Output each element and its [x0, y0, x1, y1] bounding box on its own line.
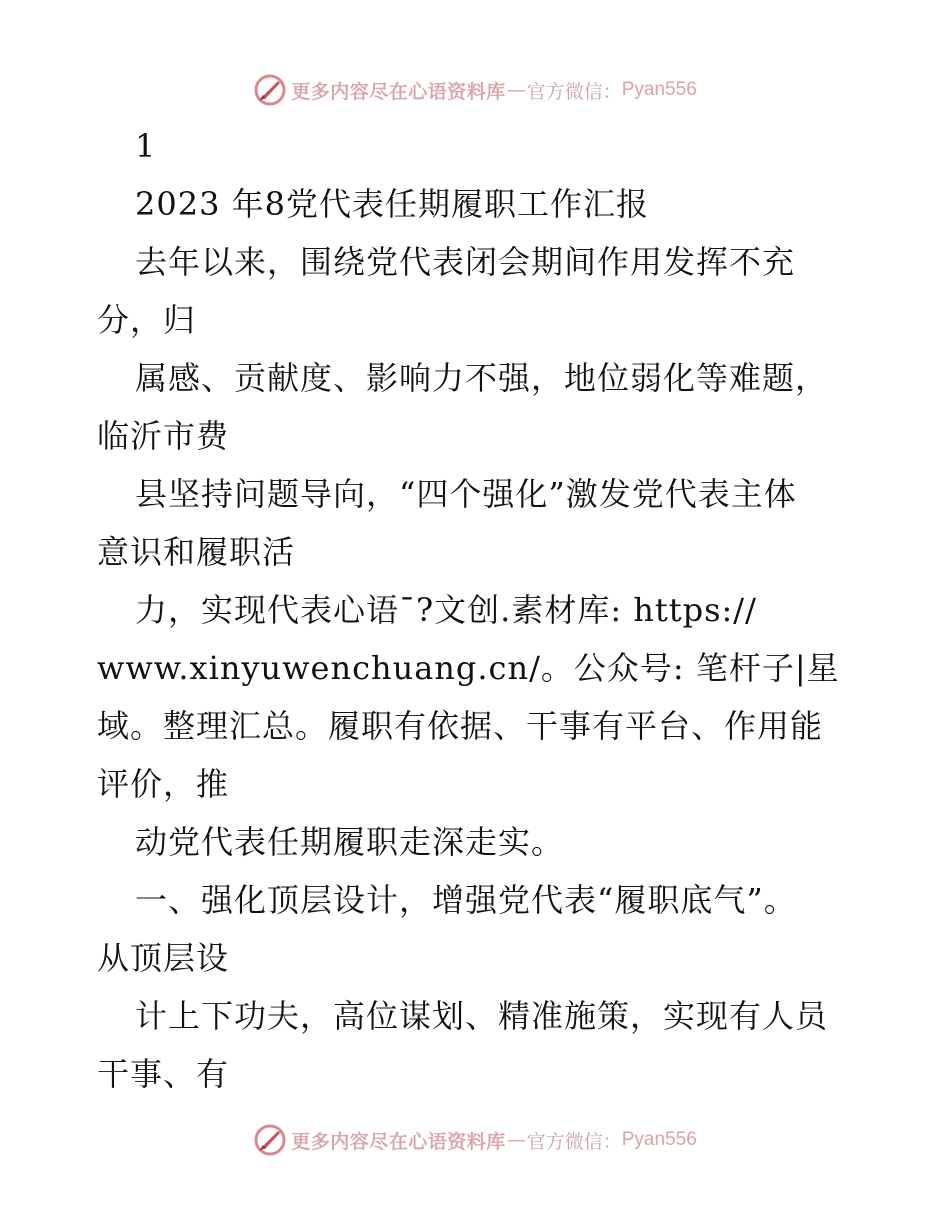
body-line: www.xinyuwenchuang.cn/。公众号: 笔杆子|星 [97, 649, 840, 687]
quill-logo-icon [253, 73, 287, 107]
body-line: 从顶层设 [97, 939, 230, 977]
watermark-wechat-label: 官方微信： [526, 80, 622, 103]
footer-watermark [0, 1120, 950, 1160]
page-number: 1 [135, 127, 157, 165]
header-watermark [0, 70, 950, 110]
body-line: 干事、有 [97, 1055, 230, 1093]
body-line: 动党代表任期履职走深走实。 [135, 823, 565, 861]
body-line: 去年以来，围绕党代表闭会期间作用发挥不充 [135, 243, 796, 281]
body-line: 县坚持问题导向，“四个强化”激发党代表主体 [135, 475, 797, 513]
watermark-separator: — [506, 1129, 526, 1151]
body-line: 评价，推 [97, 765, 230, 803]
body-line: 分，归 [97, 301, 197, 339]
watermark-separator: — [506, 79, 526, 101]
section-heading: 一、强化顶层设计，增强党代表“履职底气”。 [135, 881, 797, 919]
body-line: 意识和履职活 [97, 533, 296, 571]
quill-logo-icon [253, 1123, 287, 1157]
body-line: 域。整理汇总。履职有依据、干事有平台、作用能 [97, 707, 824, 745]
body-line: 力，实现代表心语¯?文创.素材库: https:// [135, 591, 757, 629]
watermark-text: 更多内容尽在心语资料库 [291, 80, 506, 103]
watermark-wechat-id: Pyan556 [621, 1129, 697, 1150]
watermark-wechat-label: 官方微信： [526, 1130, 622, 1153]
document-title: 2023 年8党代表任期履职工作汇报 [135, 185, 649, 223]
body-line: 计上下功夫，高位谋划、精准施策，实现有人员 [135, 997, 829, 1035]
body-line: 临沂市费 [97, 417, 230, 455]
watermark-wechat-id: Pyan556 [621, 79, 697, 100]
body-line: 属感、贡献度、影响力不强，地位弱化等难题， [135, 359, 829, 397]
watermark-text: 更多内容尽在心语资料库 [291, 1130, 506, 1153]
